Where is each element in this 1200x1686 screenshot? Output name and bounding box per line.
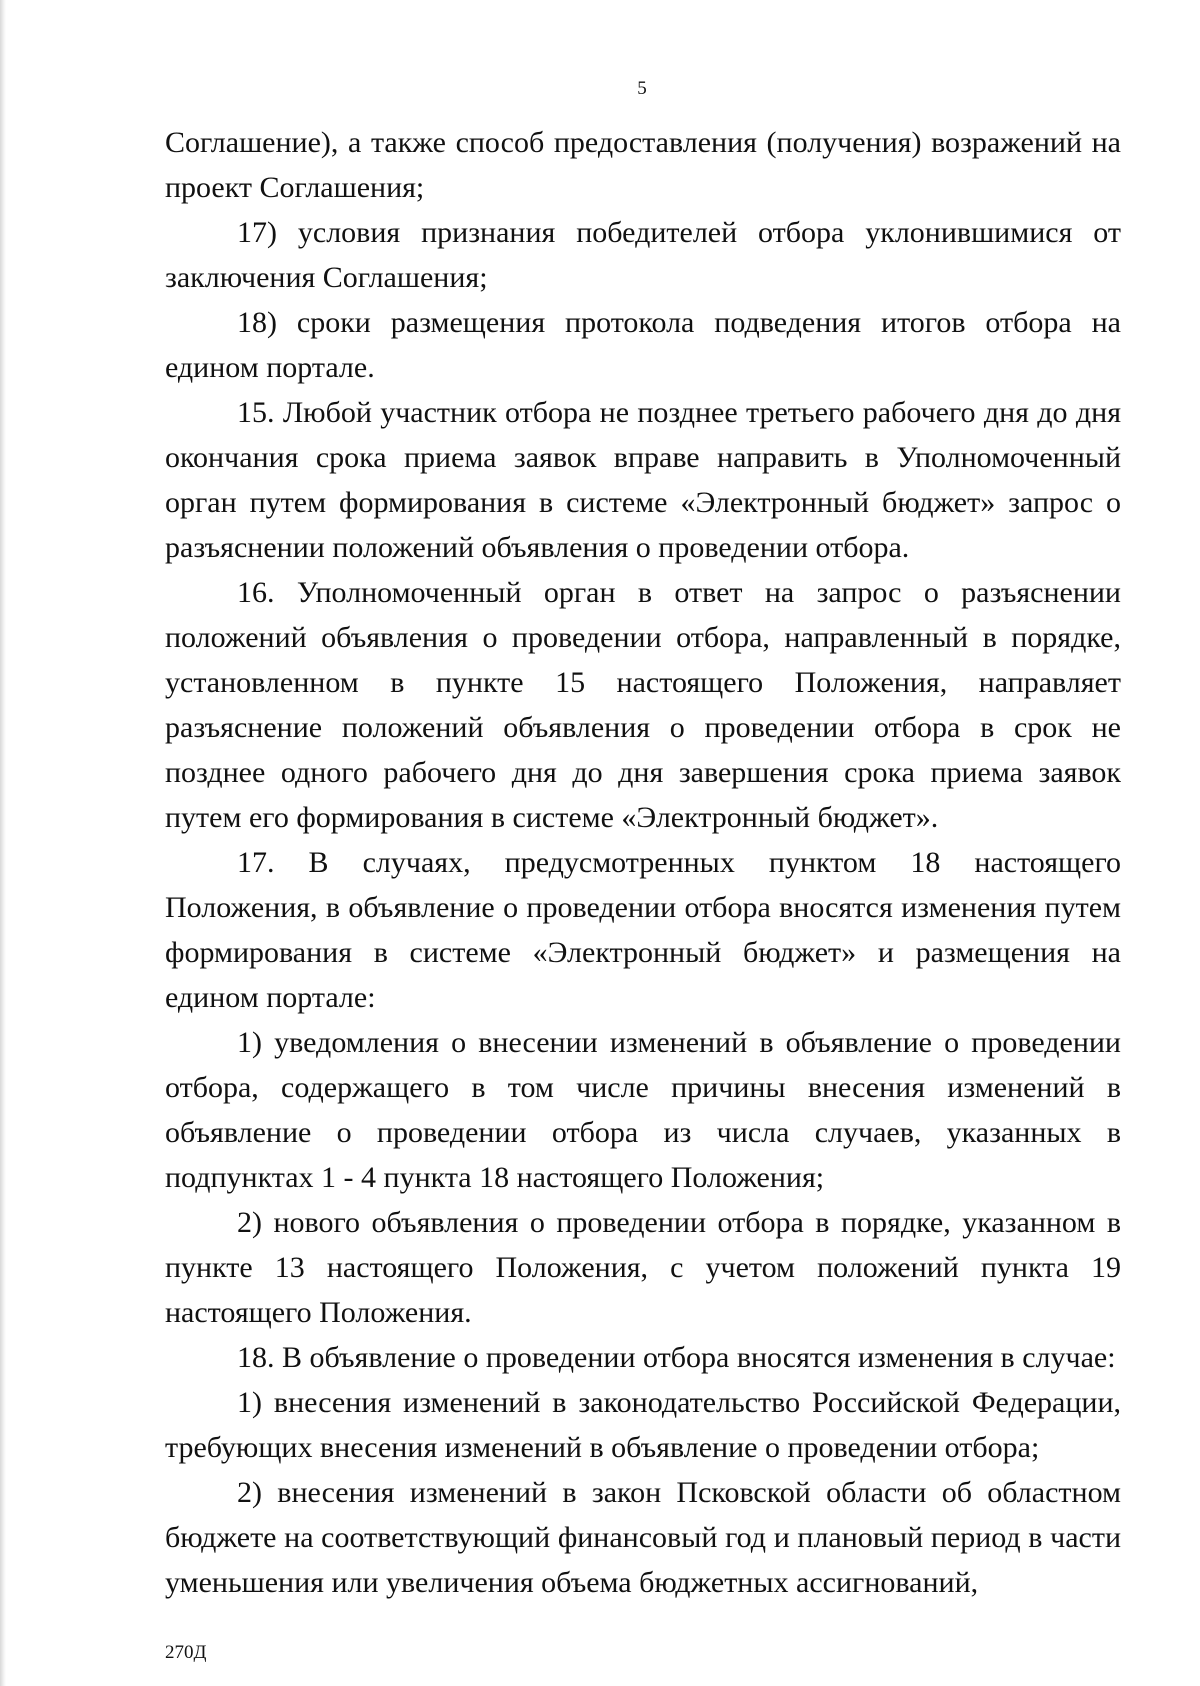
- paragraph-section-15: 15. Любой участник отбора не позднее третьего рабочего дня до дня окончания срока приема заявок вправе направить в Уполномоченный орган путем формирования в системе «Электронный бюджет» запрос о разъяснении положений объявления о проведении отбора.: [165, 396, 1121, 564]
- paragraph-section-18: 18. В объявление о проведении отбора вносятся изменения в случае:: [237, 1341, 1116, 1374]
- document-body: [165, 120, 1121, 1605]
- paragraph-section-18-item-1: 1) внесения изменений в законодательство Российской Федерации, требующих внесения изменений в объявление о проведении отбора;: [165, 1386, 1121, 1464]
- paragraph-item-17: 17) условия признания победителей отбора уклонившимися от заключения Соглашения;: [165, 216, 1121, 294]
- document-code: 270Д: [165, 1642, 207, 1663]
- paragraph-continuation: Соглашение), а также способ предоставления (получения) возражений на проект Соглашения;: [165, 126, 1121, 204]
- paragraph-item-18: 18) сроки размещения протокола подведения итогов отбора на едином портале.: [165, 306, 1121, 384]
- paragraph-section-17-item-2: 2) нового объявления о проведении отбора в порядке, указанном в пункте 13 настоящего Положения, с учетом положений пункта 19 настоящего Положения.: [165, 1206, 1121, 1329]
- paragraph-section-18-item-2: 2) внесения изменений в закон Псковской области об областном бюджете на соответствующий финансовый год и плановый период в части уменьшения или увеличения объема бюджетных ассигнований,: [165, 1476, 1121, 1599]
- paragraph-section-17-item-1: 1) уведомления о внесении изменений в объявление о проведении отбора, содержащего в том числе причины внесения изменений в объявление о проведении отбора из числа случаев, указанных в подпунктах 1 - 4 пункта 18 настоящего Положения;: [165, 1026, 1121, 1194]
- paragraph-section-16: 16. Уполномоченный орган в ответ на запрос о разъяснении положений объявления о проведении отбора, направленный в порядке, установленном в пункте 15 настоящего Положения, направляет разъяснение положений объявления о проведении отбора в срок не позднее одного рабочего дня до дня завершения срока приема заявок путем его формирования в системе «Электронный бюджет».: [165, 576, 1121, 834]
- page-number: 5: [637, 78, 647, 99]
- scan-edge-shadow: [0, 0, 6, 1686]
- paragraph-section-17: 17. В случаях, предусмотренных пунктом 18 настоящего Положения, в объявление о проведении отбора вносятся изменения путем формирования в системе «Электронный бюджет» и размещения на едином портале:: [165, 846, 1121, 1014]
